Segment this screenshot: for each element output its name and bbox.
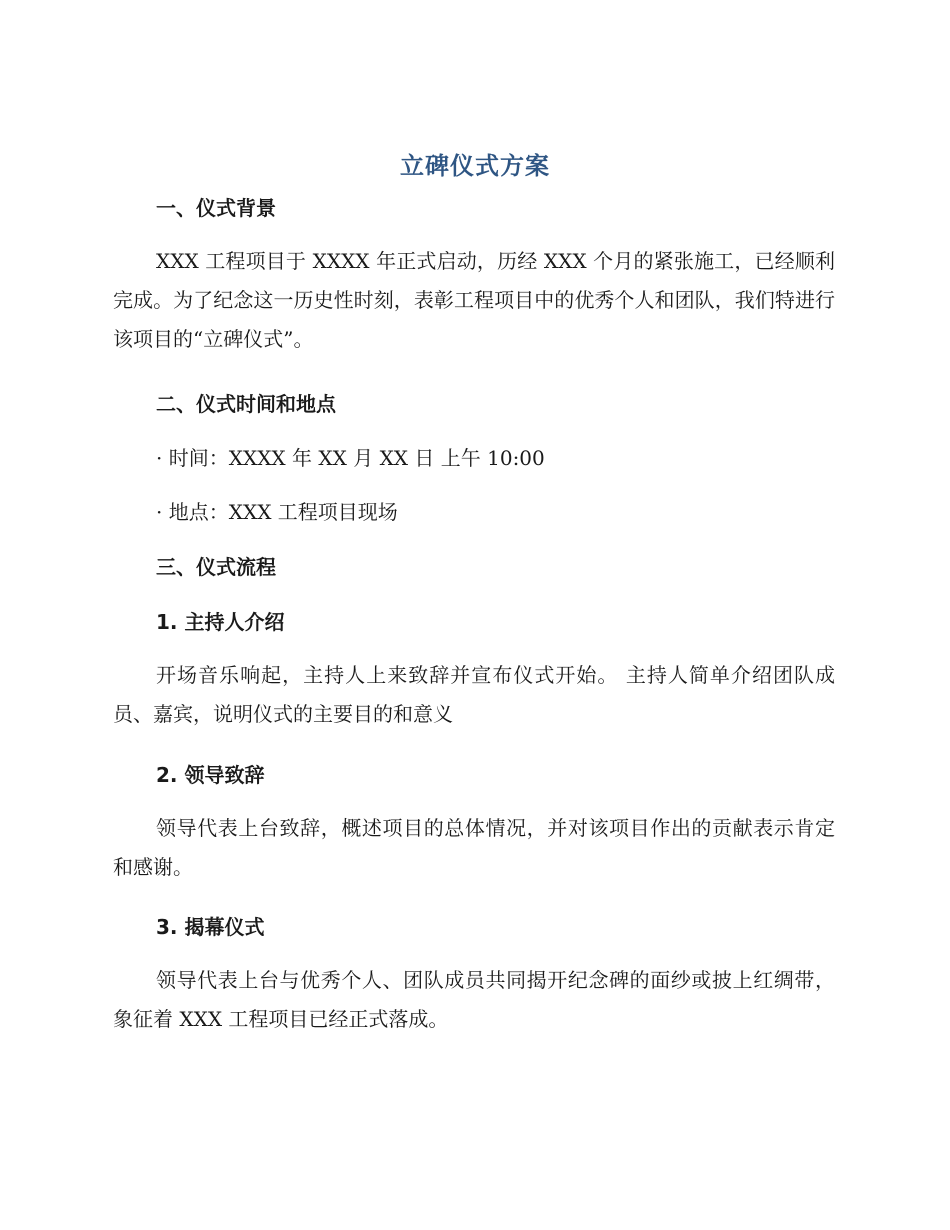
step-heading-leader-speech: 2. 领导致辞 bbox=[156, 763, 265, 787]
step-heading-host: 1. 主持人介绍 bbox=[156, 610, 285, 634]
step-paragraph-leader-speech: 领导代表上台致辞，概述项目的总体情况，并对该项目作出的贡献表示肯定和感谢。 bbox=[113, 816, 835, 879]
background-paragraph: XXX 工程项目于 XXXX 年正式启动，历经 XXX 个月的紧张施工，已经顺利完成。为了纪念这一历史性时刻，表彰工程项目中的优秀个人和团队，我们特进行该项目的“立碑仪式”。 bbox=[113, 249, 835, 351]
bullet-place: · 地点：XXX 工程项目现场 bbox=[156, 500, 398, 524]
section-heading-background: 一、仪式背景 bbox=[156, 196, 276, 220]
document-title: 立碑仪式方案 bbox=[400, 152, 550, 180]
step-paragraph-host: 开场音乐响起，主持人上来致辞并宣布仪式开始。 主持人简单介绍团队成员、嘉宾，说明仪式的主要目的和意义 bbox=[113, 663, 835, 726]
section-heading-procedure: 三、仪式流程 bbox=[156, 555, 276, 579]
bullet-time: · 时间：XXXX 年 XX 月 XX 日 上午 10:00 bbox=[156, 446, 545, 470]
step-heading-unveiling: 3. 揭幕仪式 bbox=[156, 915, 265, 939]
step-paragraph-unveiling: 领导代表上台与优秀个人、团队成员共同揭开纪念碑的面纱或披上红绸带，象征着 XXX 工程项目已经正式落成。 bbox=[113, 968, 835, 1031]
section-heading-time-place: 二、仪式时间和地点 bbox=[156, 392, 336, 416]
